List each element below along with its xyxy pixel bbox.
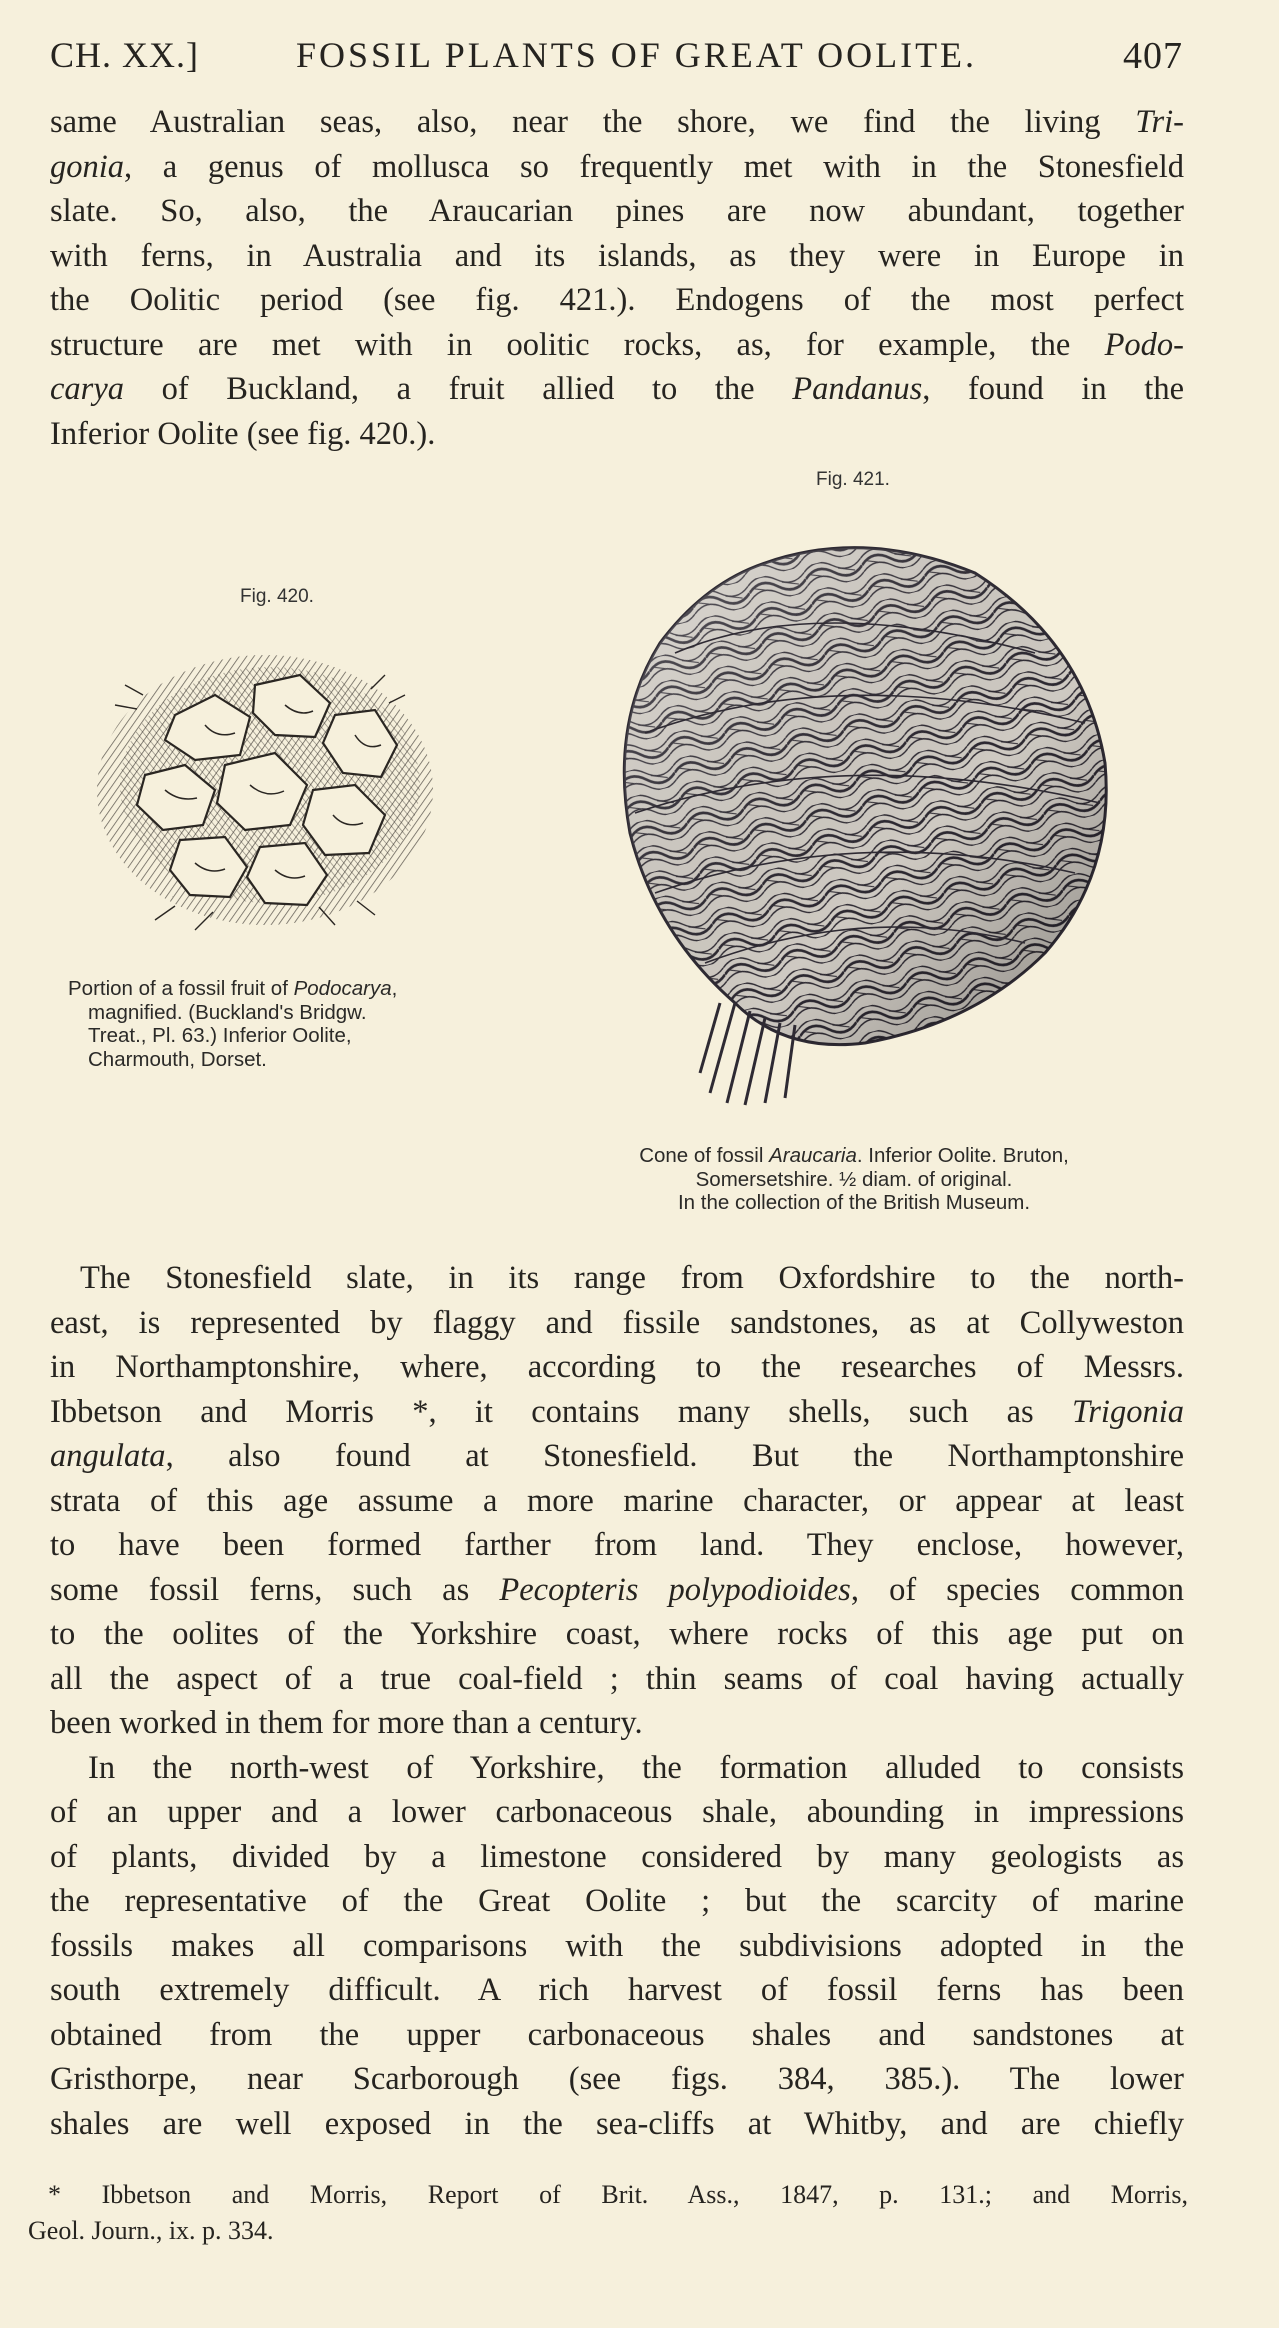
text-line: east, is represented by flaggy and fissile sandstones, as at Collyweston xyxy=(50,1304,1184,1341)
text-line: in Northamptonshire, where, according to the researches of Messrs. xyxy=(50,1349,1184,1385)
paragraph-2 xyxy=(50,1256,1184,2146)
text-line: Inferior Oolite (see fig. 420.). xyxy=(50,415,436,452)
caption-line: Portion of a fossil fruit of Podocarya, xyxy=(68,977,398,1000)
text-line: structure are met with in oolitic rocks, as, for example, the Podo- xyxy=(50,326,1184,363)
caption-line: Charmouth, Dorset. xyxy=(88,1047,267,1071)
text-line: gonia, a genus of mollusca so frequently met with in the Stonesfield xyxy=(50,148,1184,185)
araucaria-cone-figure xyxy=(615,533,1115,1108)
figure-421-label: Fig. 421. xyxy=(816,469,890,490)
text-line: with ferns, in Australia and its islands, as they were in Europe in xyxy=(50,237,1184,274)
text-line: the representative of the Great Oolite ; but the scarcity of marine xyxy=(50,1883,1184,1919)
paragraph-1 xyxy=(50,100,1184,456)
text-line: slate. So, also, the Araucarian pines are now abundant, together xyxy=(50,193,1184,229)
page-number: 407 xyxy=(1123,35,1183,77)
text-line: the Oolitic period (see fig. 421.). Endogens of the most perfect xyxy=(50,282,1184,318)
footnote-line: * Ibbetson and Morris, Report of Brit. Ass., 1847, p. 131.; and Morris, xyxy=(48,2180,1188,2209)
text-line: fossils makes all comparisons with the subdivisions adopted in the xyxy=(50,1927,1184,1964)
caption-line: magnified. (Buckland's Bridgw. xyxy=(88,1000,367,1024)
text-line: carya of Buckland, a fruit allied to the Pandanus, found in the xyxy=(50,371,1184,407)
text-line: same Australian seas, also, near the shore, we find the living Tri- xyxy=(50,104,1184,140)
page-title: FOSSIL PLANTS OF GREAT OOLITE. xyxy=(296,35,978,75)
podocarya-fruit-figure xyxy=(85,625,450,945)
footnote-line: Geol. Journ., ix. p. 334. xyxy=(28,2216,274,2245)
text-line: strata of this age assume a more marine character, or appear at least xyxy=(50,1482,1184,1519)
chapter-label: CH. XX.] xyxy=(50,35,199,75)
text-line: some fossil ferns, such as Pecopteris polypodioides, of species common xyxy=(50,1571,1184,1608)
caption-line: Cone of fossil Araucaria. Inferior Oolite. Bruton, xyxy=(639,1144,1069,1167)
text-line: Gristhorpe, near Scarborough (see figs. 384, 385.). The lower xyxy=(50,2061,1184,2097)
text-line: Ibbetson and Morris *, it contains many shells, such as Trigonia xyxy=(50,1393,1184,1430)
text-line: south extremely difficult. A rich harvest of fossil ferns has been xyxy=(50,1972,1184,2008)
text-line: shales are well exposed in the sea-cliffs at Whitby, and are chiefly xyxy=(50,2105,1184,2142)
footnote xyxy=(28,2177,1188,2249)
figure-421-caption xyxy=(548,1144,1160,1215)
text-line: of an upper and a lower carbonaceous shale, abounding in impressions xyxy=(50,1794,1184,1830)
text-line: been worked in them for more than a century. xyxy=(50,1705,643,1741)
text-line: obtained from the upper carbonaceous shales and sandstones at xyxy=(50,2016,1184,2053)
text-line: of plants, divided by a limestone considered by many geologists as xyxy=(50,1838,1184,1875)
text-line: In the north-west of Yorkshire, the formation alluded to consists xyxy=(88,1749,1184,1786)
figure-420-caption xyxy=(68,977,397,1071)
text-line: The Stonesfield slate, in its range from Oxfordshire to the north- xyxy=(80,1260,1184,1296)
text-line: all the aspect of a true coal-field ; thin seams of coal having actually xyxy=(50,1660,1184,1697)
figure-420-label: Fig. 420. xyxy=(240,586,314,607)
caption-line: Somersetshire. ½ diam. of original. xyxy=(695,1167,1013,1191)
text-line: to the oolites of the Yorkshire coast, where rocks of this age put on xyxy=(50,1616,1184,1652)
text-line: angulata, also found at Stonesfield. But the Northamptonshire xyxy=(50,1438,1184,1474)
text-line: to have been formed farther from land. They enclose, however, xyxy=(50,1527,1184,1563)
running-head xyxy=(50,34,1183,84)
caption-line: Treat., Pl. 63.) Inferior Oolite, xyxy=(88,1024,352,1047)
caption-line: In the collection of the British Museum. xyxy=(677,1191,1031,1214)
